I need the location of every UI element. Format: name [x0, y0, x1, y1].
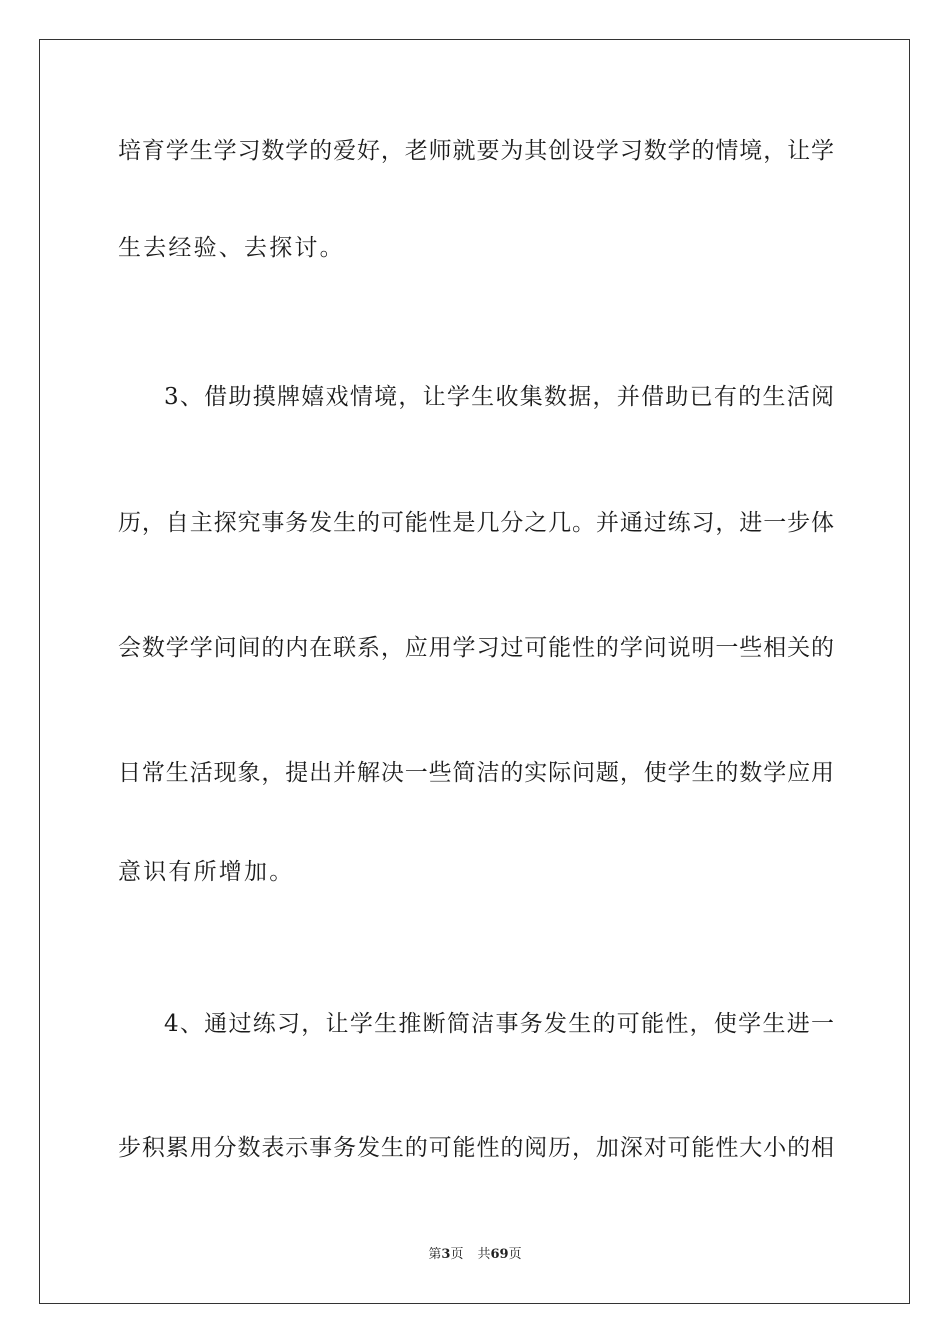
- footer-page-suffix: 页: [450, 1247, 464, 1262]
- footer-total-suffix: 页: [508, 1247, 522, 1262]
- paragraph-3-first-line: 3、借助摸牌嬉戏情境，让学生收集数据，并借助已有的生活阅: [164, 384, 834, 410]
- body-text-line: 意识有所增加。: [118, 859, 295, 885]
- body-text-line: 步积累用分数表示事务发生的可能性的阅历，加深对可能性大小的相: [118, 1135, 834, 1161]
- page-border: [39, 39, 910, 1304]
- footer-page-number: 3: [441, 1247, 451, 1262]
- body-text-line: 生去经验、去探讨。: [118, 235, 345, 261]
- body-text-line: 日常生活现象，提出并解决一些简洁的实际问题，使学生的数学应用: [118, 760, 834, 786]
- body-text-line: 会数学学问间的内在联系，应用学习过可能性的学问说明一些相关的: [118, 635, 834, 661]
- page-footer: [0, 1246, 950, 1264]
- paragraph-4-first-line: 4、通过练习，让学生推断简洁事务发生的可能性，使学生进一: [164, 1011, 834, 1037]
- footer-total-prefix: 共: [477, 1247, 491, 1262]
- body-text-line: 历，自主探究事务发生的可能性是几分之几。并通过练习，进一步体: [118, 510, 834, 536]
- footer-page-prefix: 第: [428, 1247, 442, 1262]
- footer-total-pages: 69: [490, 1247, 509, 1262]
- body-text-line: 培育学生学习数学的爱好，老师就要为其创设学习数学的情境，让学: [118, 138, 834, 164]
